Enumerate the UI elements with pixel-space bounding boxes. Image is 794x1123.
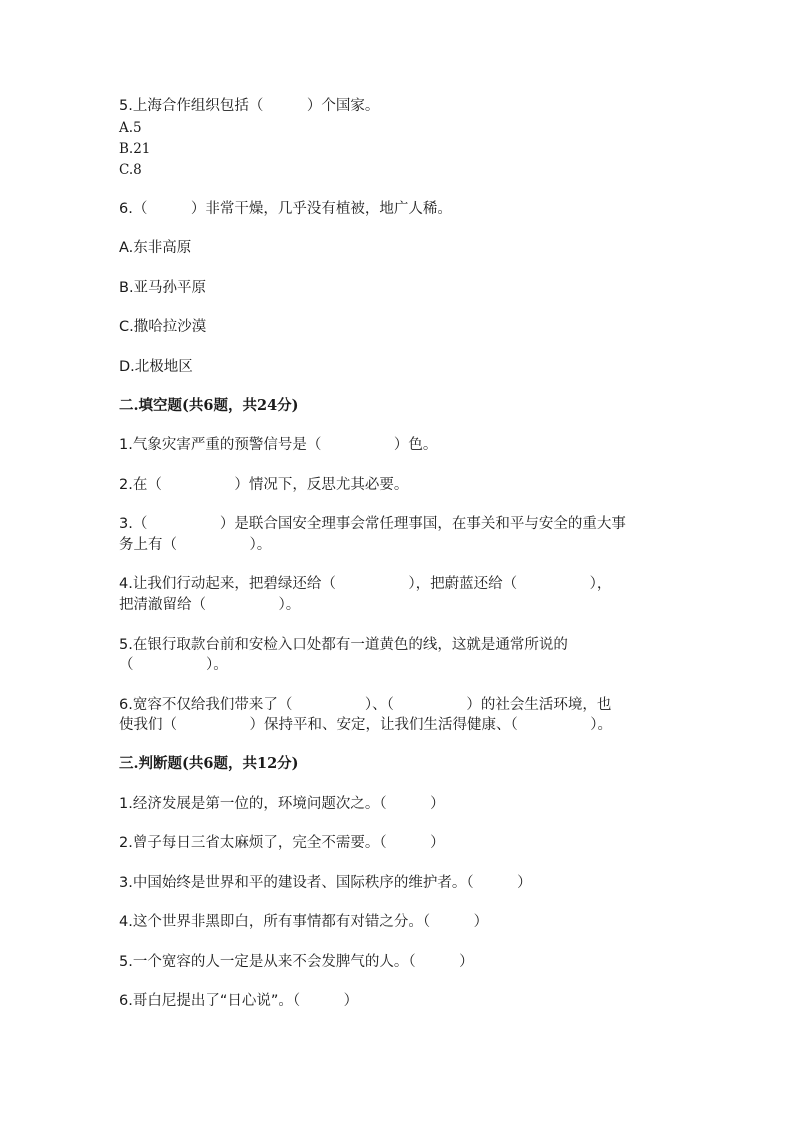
fill-question: 5.在银行取款台前和安检入口处都有一道黄色的线，这就是通常所说的 [119, 637, 568, 653]
answer-option: A.东非高原 [119, 240, 192, 256]
answer-option: C.撒哈拉沙漠 [119, 319, 207, 335]
fill-question: 3.（ ）是联合国安全理事会常任理事国，在事关和平与安全的重大事 [119, 516, 626, 532]
answer-option: B.21 [119, 141, 151, 157]
judge-question: 5.一个宽容的人一定是从来不会发脾气的人。（ ） [119, 954, 474, 970]
fill-question: 2.在（ ）情况下，反思尤其必要。 [119, 477, 409, 493]
judge-question: 1.经济发展是第一位的，环境问题次之。（ ） [119, 796, 445, 812]
fill-question: 6.宽容不仅给我们带来了（ ）、（ ）的社会生活环境，也 [119, 697, 612, 713]
fill-question-continued: 务上有（ ）。 [119, 537, 272, 553]
answer-option: D.北极地区 [119, 359, 193, 375]
judge-question: 4.这个世界非黑即白，所有事情都有对错之分。（ ） [119, 914, 489, 930]
question-stem: 5.上海合作组织包括（ ）个国家。 [119, 98, 380, 114]
fill-question-continued: 把清澈留给（ ）。 [119, 597, 301, 613]
question-stem: 6.（ ）非常干燥，几乎没有植被，地广人稀。 [119, 201, 452, 217]
judge-question: 6.哥白尼提出了“日心说”。（ ） [119, 993, 359, 1009]
section-heading: 三.判断题(共6题，共12分) [119, 755, 299, 772]
judge-question: 3.中国始终是世界和平的建设者、国际秩序的维护者。（ ） [119, 875, 532, 891]
fill-question-continued: （ ）。 [119, 657, 228, 673]
fill-question: 1.气象灾害严重的预警信号是（ ）色。 [119, 437, 438, 453]
answer-option: C.8 [119, 162, 142, 178]
fill-question-continued: 使我们（ ）保持平和、安定，让我们生活得健康、（ ）。 [119, 717, 612, 733]
answer-option: B.亚马孙平原 [119, 280, 207, 296]
section-heading: 二.填空题(共6题，共24分) [119, 397, 299, 414]
answer-option: A.5 [119, 120, 142, 136]
judge-question: 2.曾子每日三省太麻烦了，完全不需要。（ ） [119, 835, 445, 851]
fill-question: 4.让我们行动起来，把碧绿还给（ ），把蔚蓝还给（ ）， [119, 576, 612, 592]
